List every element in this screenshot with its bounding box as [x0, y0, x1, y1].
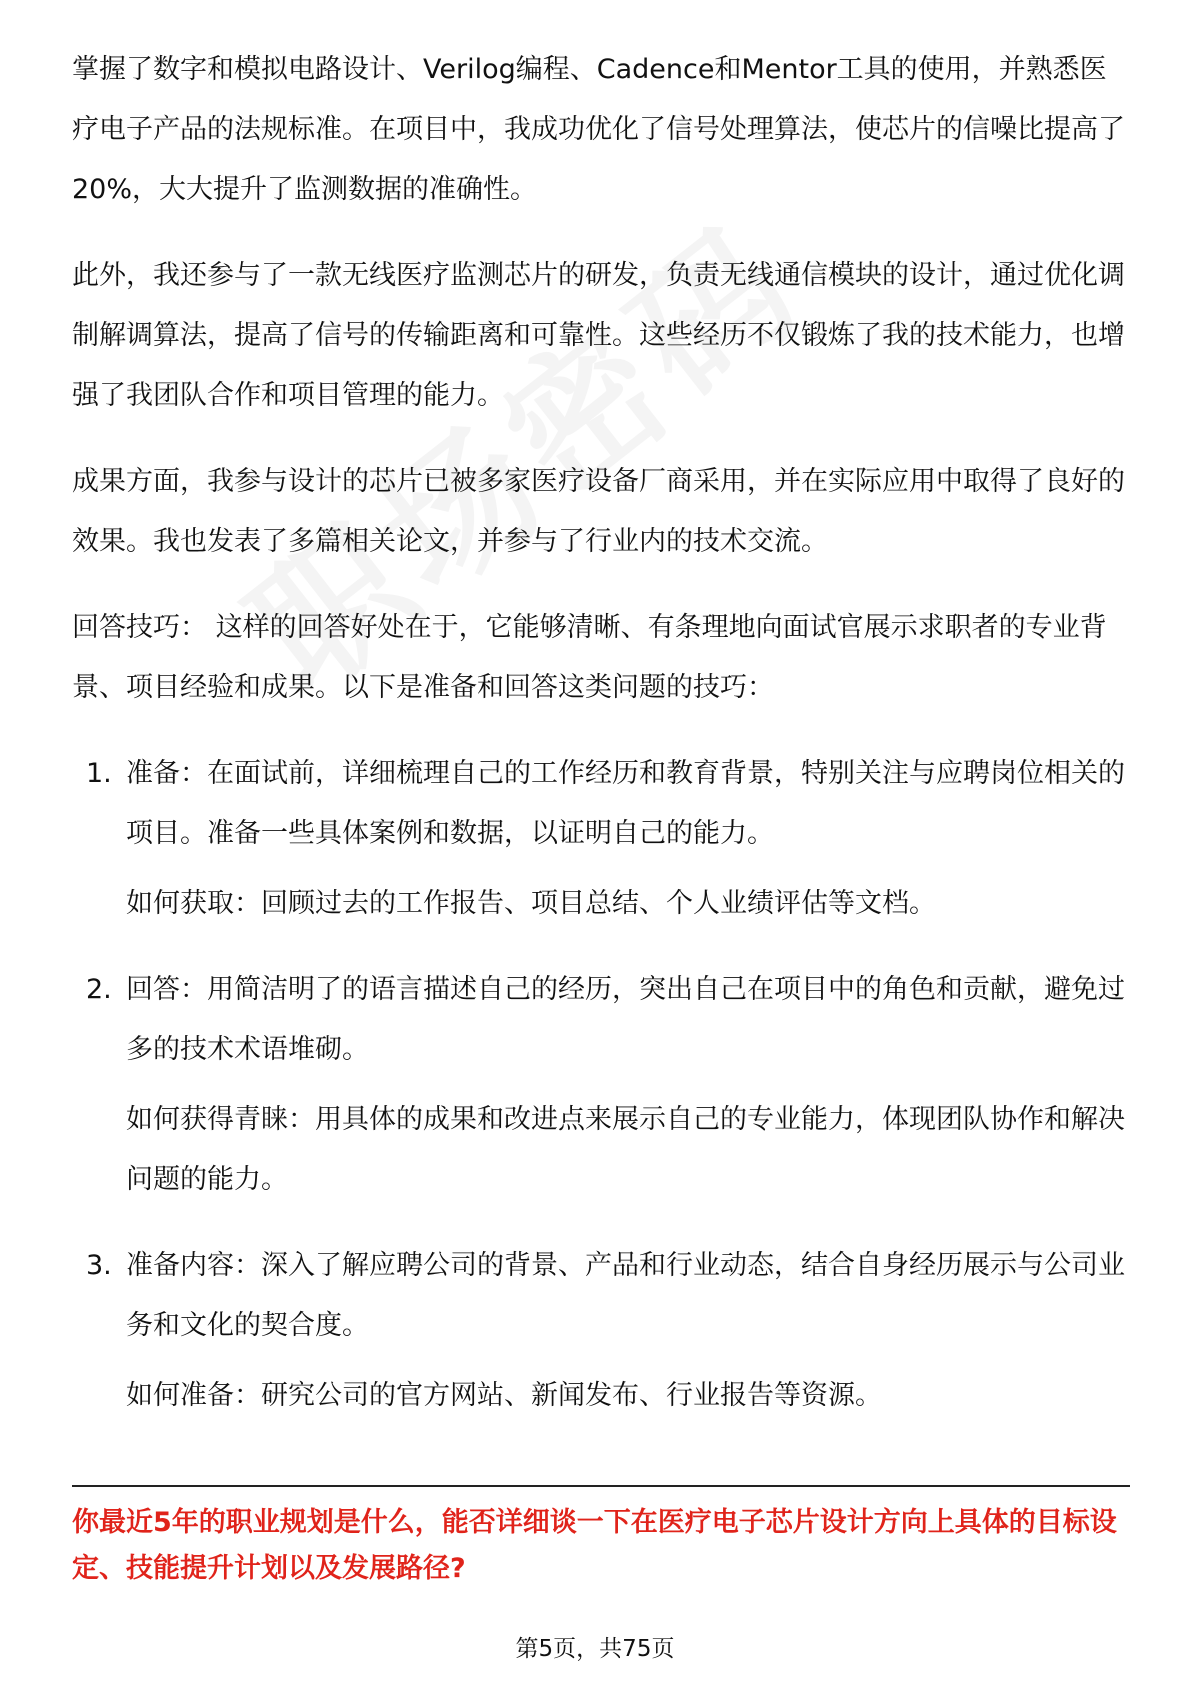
- section-divider: [72, 1485, 1130, 1487]
- tip-main: 准备内容：深入了解应聘公司的背景、产品和行业动态，结合自身经历展示与公司业务和文化的契合度。: [126, 1250, 1125, 1341]
- list-number: 3.: [86, 1250, 112, 1281]
- paragraph-2: 此外，我还参与了一款无线医疗监测芯片的研发，负责无线通信模块的设计，通过优化调制解调算法，提高了信号的传输距离和可靠性。这些经历不仅锻炼了我的技术能力，也增强了我团队合作和项目管理的能力。: [72, 260, 1125, 411]
- page-number: 第5页，共75页: [515, 1636, 675, 1662]
- list-number: 1.: [86, 758, 112, 789]
- paragraph-3: 成果方面，我参与设计的芯片已被多家医疗设备厂商采用，并在实际应用中取得了良好的效果。我也发表了多篇相关论文，并参与了行业内的技术交流。: [72, 466, 1125, 557]
- tip-sub: 如何获取：回顾过去的工作报告、项目总结、个人业绩评估等文档。: [126, 888, 936, 919]
- document-body: [72, 40, 1130, 1452]
- list-number: 2.: [86, 974, 112, 1005]
- tip-main: 回答：用简洁明了的语言描述自己的经历，突出自己在项目中的角色和贡献，避免过多的技术术语堆砌。: [126, 974, 1125, 1065]
- tip-sub: 如何准备：研究公司的官方网站、新闻发布、行业报告等资源。: [126, 1380, 882, 1411]
- tip-main: 准备：在面试前，详细梳理自己的工作经历和教育背景，特别关注与应聘岗位相关的项目。准备一些具体案例和数据，以证明自己的能力。: [126, 758, 1125, 849]
- list-item: [72, 744, 1130, 934]
- tips-list: [72, 744, 1130, 1426]
- paragraph-1: 掌握了数字和模拟电路设计、Verilog编程、Cadence和Mentor工具的使用，并熟悉医疗电子产品的法规标准。在项目中，我成功优化了信号处理算法，使芯片的信噪比提高了20%，大大提升了监测数据的准确性。: [72, 54, 1125, 205]
- list-item: [72, 1236, 1130, 1426]
- next-question-heading: 你最近5年的职业规划是什么，能否详细谈一下在医疗电子芯片设计方向上具体的目标设定、技能提升计划以及发展路径?: [72, 1507, 1117, 1584]
- tip-sub: 如何获得青睐：用具体的成果和改进点来展示自己的专业能力，体现团队协作和解决问题的能力。: [126, 1104, 1125, 1195]
- answer-tips-intro: 回答技巧： 这样的回答好处在于，它能够清晰、有条理地向面试官展示求职者的专业背景、项目经验和成果。以下是准备和回答这类问题的技巧：: [72, 612, 1107, 703]
- list-item: [72, 960, 1130, 1210]
